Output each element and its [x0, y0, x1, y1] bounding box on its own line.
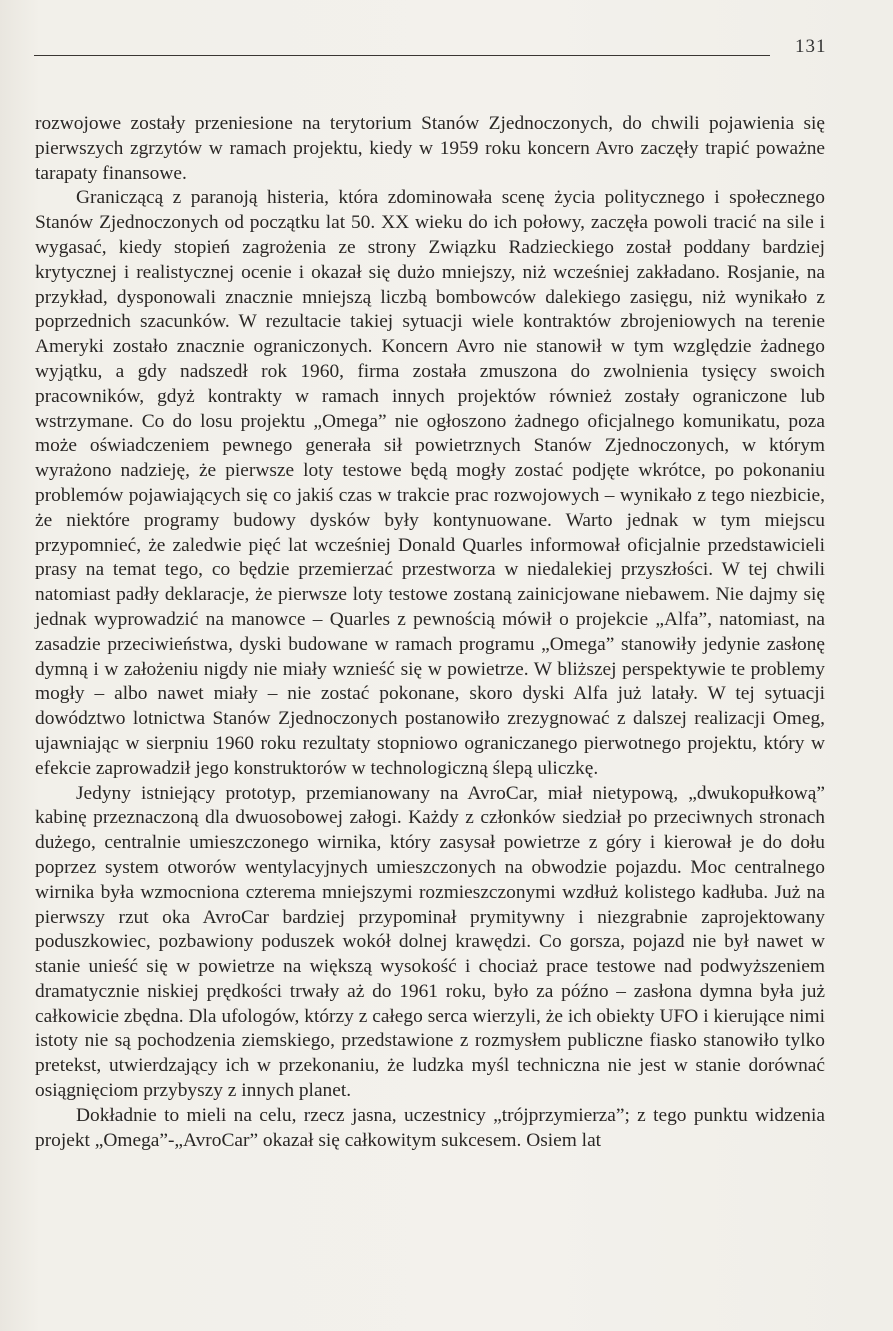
body-text [35, 112, 825, 1153]
paragraph: Graniczącą z paranoją histeria, która zdominowała scenę życia politycznego i społecznego Stanów Zjednoczonych od początku lat 50. XX wieku do ich połowy, zaczęła powoli tracić na sile i wygasać, kiedy stopień zagrożenia ze strony Związku Radzieckiego został poddany bardziej krytycznej i realistycznej ocenie i okazał się dużo mniejszy, niż wcześniej zakładano. Rosjanie, na przykład, dysponowali znacznie mniejszą liczbą bombowców dalekiego zasięgu, niż wynikało z poprzednich szacunków. W rezultacie takiej sytuacji wiele kontraktów zbrojeniowych na terenie Ameryki zostało znacznie ograniczonych. Koncern Avro nie stanowił w tym względzie żadnego wyjątku, a gdy nadszedł rok 1960, firma została zmuszona do zwolnienia tysięcy swoich pracowników, gdyż kontrakty w ramach innych projektów również zostały ograniczone lub wstrzymane. Co do losu projektu „Omega” nie ogłoszono żadnego oficjalnego komunikatu, poza może oświadczeniem pewnego generała sił powietrznych Stanów Zjednoczonych, w którym wyrażono nadzieję, że pierwsze loty testowe będą mogły zostać podjęte wkrótce, po pokonaniu problemów pojawiających się co jakiś czas w trakcie prac rozwojowych – wynikało z tego niezbicie, że niektóre programy budowy dysków były kontynuowane. Warto jednak w tym miejscu przypomnieć, że zaledwie pięć lat wcześniej Donald Quarles informował oficjalnie przedstawicieli prasy na temat tego, co będzie przemierzać przestworza w niedalekiej przyszłości. W tej chwili natomiast padły deklaracje, że pierwsze loty testowe zostaną zainicjowane niebawem. Nie dajmy się jednak wyprowadzić na manowce – Quarles z pewnością mówił o projekcie „Alfa”, natomiast, na zasadzie przeciwieństwa, dyski budowane w ramach programu „Omega” stanowiły jedynie zasłonę dymną i w założeniu nigdy nie miały wznieść się w powietrze. W bliższej perspektywie te problemy mogły – albo nawet miały – nie zostać pokonane, skoro dyski Alfa już latały. W tej sytuacji dowództwo lotnictwa Stanów Zjednoczonych postanowiło zrezygnować z dalszej realizacji Omeg, ujawniając w sierpniu 1960 roku rezultaty stopniowo ograniczanego pierwotnego projektu, który w efekcie zaprowadził jego konstruktorów w technologiczną ślepą uliczkę. [35, 187, 825, 779]
paragraph: Jedyny istniejący prototyp, przemianowany na AvroCar, miał nietypową, „dwukopułkową” kabinę przeznaczoną dla dwuosobowej załogi. Każdy z członków siedział po przeciwnych stronach dużego, centralnie umieszczonego wirnika, który zasysał powietrze z góry i kierował je do dołu poprzez system otworów wentylacyjnych umieszczonych na obwodzie pojazdu. Moc centralnego wirnika była wzmocniona czterema mniejszymi rozmieszczonymi wzdłuż kolistego kadłuba. Już na pierwszy rzut oka AvroCar bardziej przypominał prymitywny i niezgrabnie zaprojektowany poduszkowiec, pozbawiony poduszek wokół dolnej krawędzi. Co gorsza, pojazd nie był nawet w stanie unieść się w powietrze na większą wysokość i chociaż prace testowe nad podwyższeniem dramatycznie niskiej prędkości trwały aż do 1961 roku, było za późno – zasłona dymna była już całkowicie zbędna. Dla ufologów, którzy z całego serca wierzyli, że ich obiekty UFO i kierujące nimi istoty nie są pochodzenia ziemskiego, przedstawione z rozmysłem publiczne fiasko stanowiło tylko pretekst, utwierdzający ich w przekonaniu, że ludzka myśl techniczna nie jest w stanie dorównać osiągnięciom przybyszy z innych planet. [35, 782, 825, 1102]
paragraph: Dokładnie to mieli na celu, rzecz jasna, uczestnicy „trójprzymierza”; z tego punktu widzenia projekt „Omega”-„AvroCar” okazał się całkowitym sukcesem. Osiem lat [35, 1104, 825, 1151]
page-number: 131 [795, 36, 827, 57]
header-rule [34, 55, 770, 56]
paragraph-continued: rozwojowe zostały przeniesione na terytorium Stanów Zjednoczonych, do chwili pojawienia się pierwszych zgrzytów w ramach projektu, kiedy w 1959 roku koncern Avro zaczęły trapić poważne tarapaty finansowe. [35, 113, 825, 184]
